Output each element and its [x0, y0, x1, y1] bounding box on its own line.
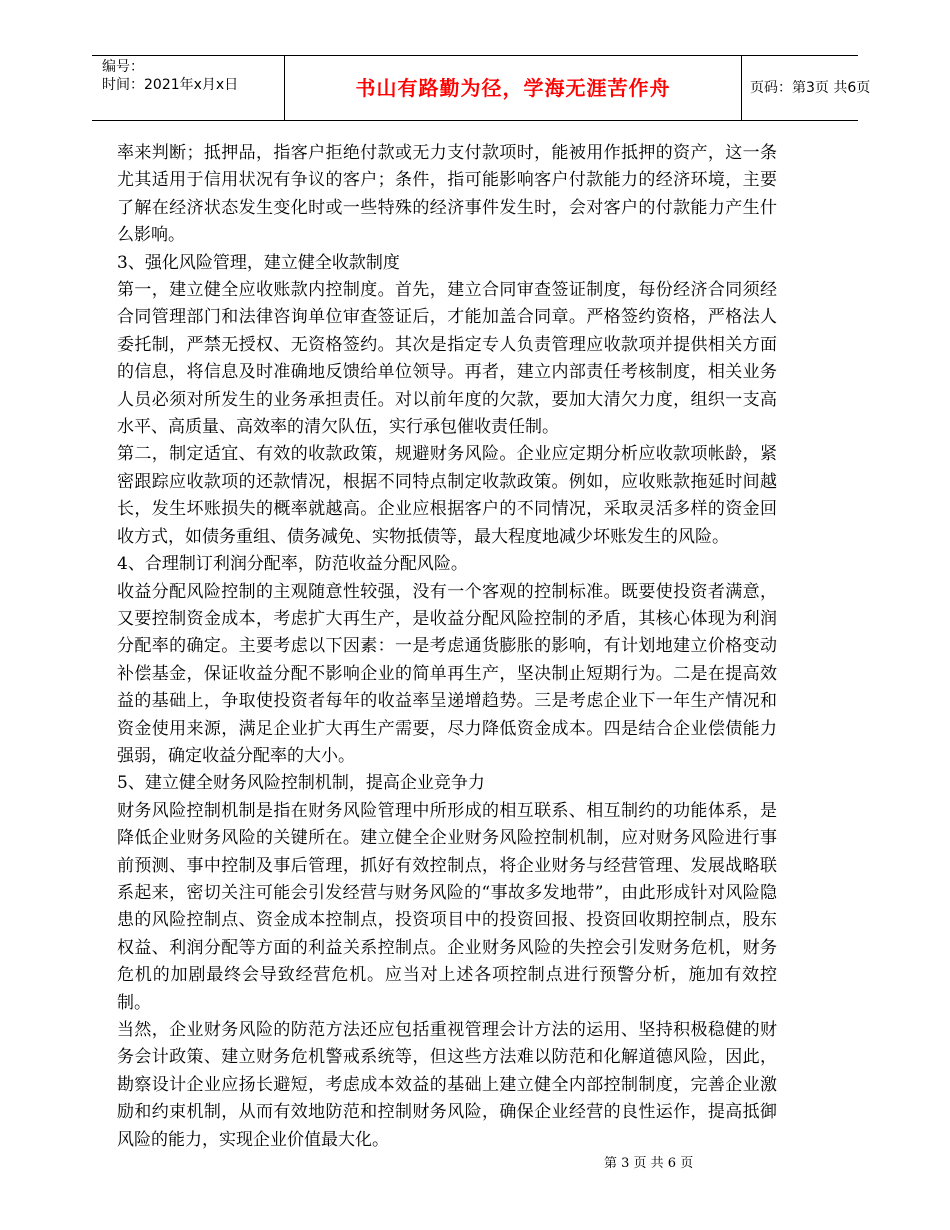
- section-heading: 4、合理制订利润分配率，防范收益分配风险。: [117, 554, 468, 575]
- paragraph: 财务风险控制机制是指在财务风险管理中所形成的相互联系、相互制约的功能体系，是降低企业财务风险的关键所在。建立健全企业财务风险控制机制，应对财务风险进行事前预测、事中控制及事后管理，抓好有效控制点，将企业财务与经营管理、发展战略联系起来，密切关注可能会引发经营与财务风险的“事故多发地带”，由此形成针对风险隐患的风险控制点、资金成本控制点，投资项目中的投资回报、投资回收期控制点，股东权益、利润分配等方面的利益关系控制点。企业财务风险的失控会引发财务危机，财务危机的加剧最终会导致经营危机。应当对上述各项控制点进行预警分析，施加有效控制。: [117, 800, 777, 1013]
- paragraph: 第一，建立健全应收账款内控制度。首先，建立合同审查签证制度，每份经济合同须经合同管理部门和法律咨询单位审查签证后，才能加盖合同章。严格签约资格，严格法人委托制，严禁无授权、无资格签约。其次是指定专人负责管理应收款项并提供相关方面的信息，将信息及时准确地反馈给单位领导。再者，建立内部责任考核制度，相关业务人员必须对所发生的业务承担责任。对以前年度的欠款，要加大清欠力度，组织一支高水平、高质量、高效率的清欠队伍，实行承包催收责任制。: [117, 280, 777, 438]
- header-meta: [92, 56, 284, 120]
- paragraph: 当然，企业财务风险的防范方法还应包括重视管理会计方法的运用、坚持积极稳健的财务会计政策、建立财务危机警戒系统等，但这些方法难以防范和化解道德风险，因此，勘察设计企业应扬长避短，考虑成本效益的基础上建立健全内部控制制度，完善企业激励和约束机制，从而有效地防范和控制财务风险，确保企业经营的良性运作，提高抵御风险的能力，实现企业价值最大化。: [117, 1020, 777, 1150]
- paragraph: 收益分配风险控制的主观随意性较强，没有一个客观的控制标准。既要使投资者满意，又要控制资金成本，考虑扩大再生产，是收益分配风险控制的矛盾，其核心体现为利润分配率的确定。主要考虑以下因素：一是考虑通货膨胀的影响，有计划地建立价格变动补偿基金，保证收益分配不影响企业的简单再生产，坚决制止短期行为。二是在提高效益的基础上，争取使投资者每年的收益率呈递增趋势。三是考虑企业下一年生产情况和资金使用来源，满足企业扩大再生产需要，尽力降低资金成本。四是结合企业偿债能力强弱，确定收益分配率的大小。: [117, 581, 777, 766]
- document-number-label: 编号：: [102, 59, 144, 75]
- page-header: [92, 55, 871, 121]
- header-motto: 书山有路勤为径，学海无涯苦作舟: [284, 56, 742, 120]
- paragraph: 第二，制定适宜、有效的收款政策，规避财务风险。企业应定期分析应收款项帐龄，紧密跟踪应收款项的还款情况，根据不同特点制定收款政策。例如，应收账款拖延时间越长，发生坏账损失的概率就越高。企业应根据客户的不同情况，采取灵活多样的资金回收方式，如债务重组、债务减免、实物抵债等，最大程度地减少坏账发生的风险。: [117, 444, 777, 547]
- section-heading: 3、强化风险管理，建立健全收款制度: [117, 252, 400, 273]
- document-body: [117, 140, 777, 1154]
- document-time-label: 时间：2021年x月x日: [102, 77, 239, 93]
- paragraph: 率来判断；抵押品，指客户拒绝付款或无力支付款项时，能被用作抵押的资产，这一条尤其适用于信用状况有争议的客户；条件，指可能影响客户付款能力的经济环境，主要了解在经济状态发生变化时或一些特殊的经济事件发生时，会对客户的付款能力产生什么影响。: [117, 143, 777, 246]
- page-footer: 第 3 页 共 6 页: [604, 1156, 694, 1171]
- section-heading: 5、建立健全财务风险控制机制，提高企业竞争力: [117, 773, 485, 794]
- header-page-number: 页码：第3页 共6页: [750, 80, 871, 96]
